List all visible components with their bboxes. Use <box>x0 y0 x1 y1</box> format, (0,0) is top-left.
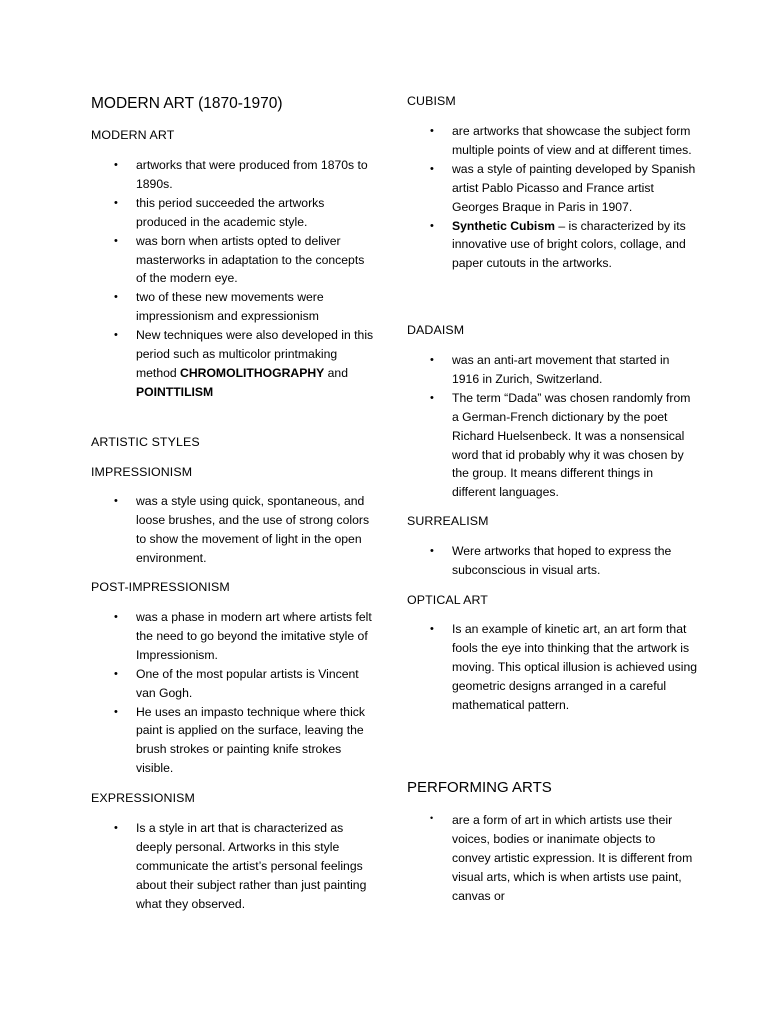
bullet-icon: • <box>430 219 434 232</box>
bullet-icon: • <box>430 813 434 823</box>
post-impressionism-list <box>91 608 376 778</box>
section-heading-expressionism: EXPRESSIONISM <box>91 791 195 805</box>
bullet-icon: • <box>430 125 434 137</box>
section-heading-dadaism: DADAISM <box>407 323 465 337</box>
bullet-icon: • <box>430 623 434 635</box>
section-heading-performing-arts: PERFORMING ARTS <box>407 779 552 796</box>
list-item: • are a form of art in which artists use their voices, bodies or inanimate objects to convey artistic expression. It is different from visual arts, which is when artists use paint, canvas or <box>407 811 697 906</box>
cubism-list <box>407 122 697 273</box>
list-item: • Is a style in art that is characterized as deeply personal. Artworks in this style communicate the artist’s personal feelings about their subject rather than just painting what they observed. <box>114 821 367 911</box>
bullet-icon: • <box>114 234 118 247</box>
bullet-icon: • <box>430 391 434 404</box>
bullet-icon: • <box>114 667 118 680</box>
list-item: • was a style using quick, spontaneous, and loose brushes, and the use of strong colors to show the movement of light in the open environment. <box>114 494 370 565</box>
bullet-icon: • <box>114 611 118 623</box>
performing-arts-list <box>407 811 697 906</box>
list-item: • New techniques were also developed in this period such as multicolor printmaking method CHROMOLITHOGRAPHY and POINTTILISM <box>114 328 374 399</box>
bullet-icon: • <box>114 159 118 171</box>
bullet-icon: • <box>114 495 118 507</box>
bullet-icon: • <box>114 196 118 209</box>
list-item: • are artworks that showcase the subject form multiple points of view and at different times. <box>430 124 692 157</box>
list-item: • One of the most popular artists is Vincent van Gogh. <box>114 666 359 700</box>
bullet-icon: • <box>114 705 118 718</box>
modern-art-list <box>91 156 376 402</box>
section-heading-modern-art: MODERN ART <box>91 128 175 142</box>
dadaism-list <box>407 351 697 502</box>
section-heading-impressionism: IMPRESSIONISM <box>91 465 193 479</box>
list-item: • Synthetic Cubism – is characterized by its innovative use of bright colors, collage, and paper cutouts in the artworks. <box>430 218 686 271</box>
list-item: • Is an example of kinetic art, an art form that fools the eye into thinking that the artwork is moving. This optical illusion is achieved using geometric designs arranged in a careful mathematical pattern. <box>430 622 698 712</box>
list-item: • this period succeeded the artworks produced in the academic style. <box>114 195 325 229</box>
bullet-icon: • <box>114 822 118 834</box>
optical-art-list <box>407 620 697 715</box>
impressionism-list <box>91 492 376 568</box>
list-item: • The term “Dada” was chosen randomly from a German-French dictionary by the poet Richard Huelsenbeck. It was a nonsensical word that id probably why it was chosen by the group. It means different things in different languages. <box>430 390 691 500</box>
document-title: MODERN ART (1870-1970) <box>91 95 283 112</box>
list-item: • He uses an impasto technique where thick paint is applied on the surface, leaving the brush strokes or painting knife strokes visible. <box>114 704 365 776</box>
section-heading-post-impressionism: POST-IMPRESSIONISM <box>91 580 230 594</box>
bullet-icon: • <box>430 162 434 175</box>
list-item: • artworks that were produced from 1870s to 1890s. <box>114 158 368 191</box>
list-item: • Were artworks that hoped to express the subconscious in visual arts. <box>430 544 672 577</box>
bullet-icon: • <box>430 354 434 366</box>
section-heading-cubism: CUBISM <box>407 94 456 108</box>
section-heading-artistic-styles: ARTISTIC STYLES <box>91 435 200 449</box>
bullet-icon: • <box>114 329 118 342</box>
bullet-icon: • <box>114 291 118 304</box>
list-item: • two of these new movements were impressionism and expressionism <box>114 290 324 324</box>
surrealism-list <box>407 542 697 580</box>
section-heading-optical-art: OPTICAL ART <box>407 593 488 607</box>
list-item: • was an anti-art movement that started in 1916 in Zurich, Switzerland. <box>430 353 670 386</box>
list-item: • was a style of painting developed by Spanish artist Pablo Picasso and France artist Georges Braque in Paris in 1907. <box>430 161 696 214</box>
expressionism-list <box>91 819 376 914</box>
list-item: • was born when artists opted to deliver masterworks in adaptation to the concepts of the modern eye. <box>114 233 365 286</box>
bullet-icon: • <box>430 545 434 557</box>
list-item: • was a phase in modern art where artists felt the need to go beyond the imitative style of Impressionism. <box>114 610 372 662</box>
section-heading-surrealism: SURREALISM <box>407 514 489 528</box>
